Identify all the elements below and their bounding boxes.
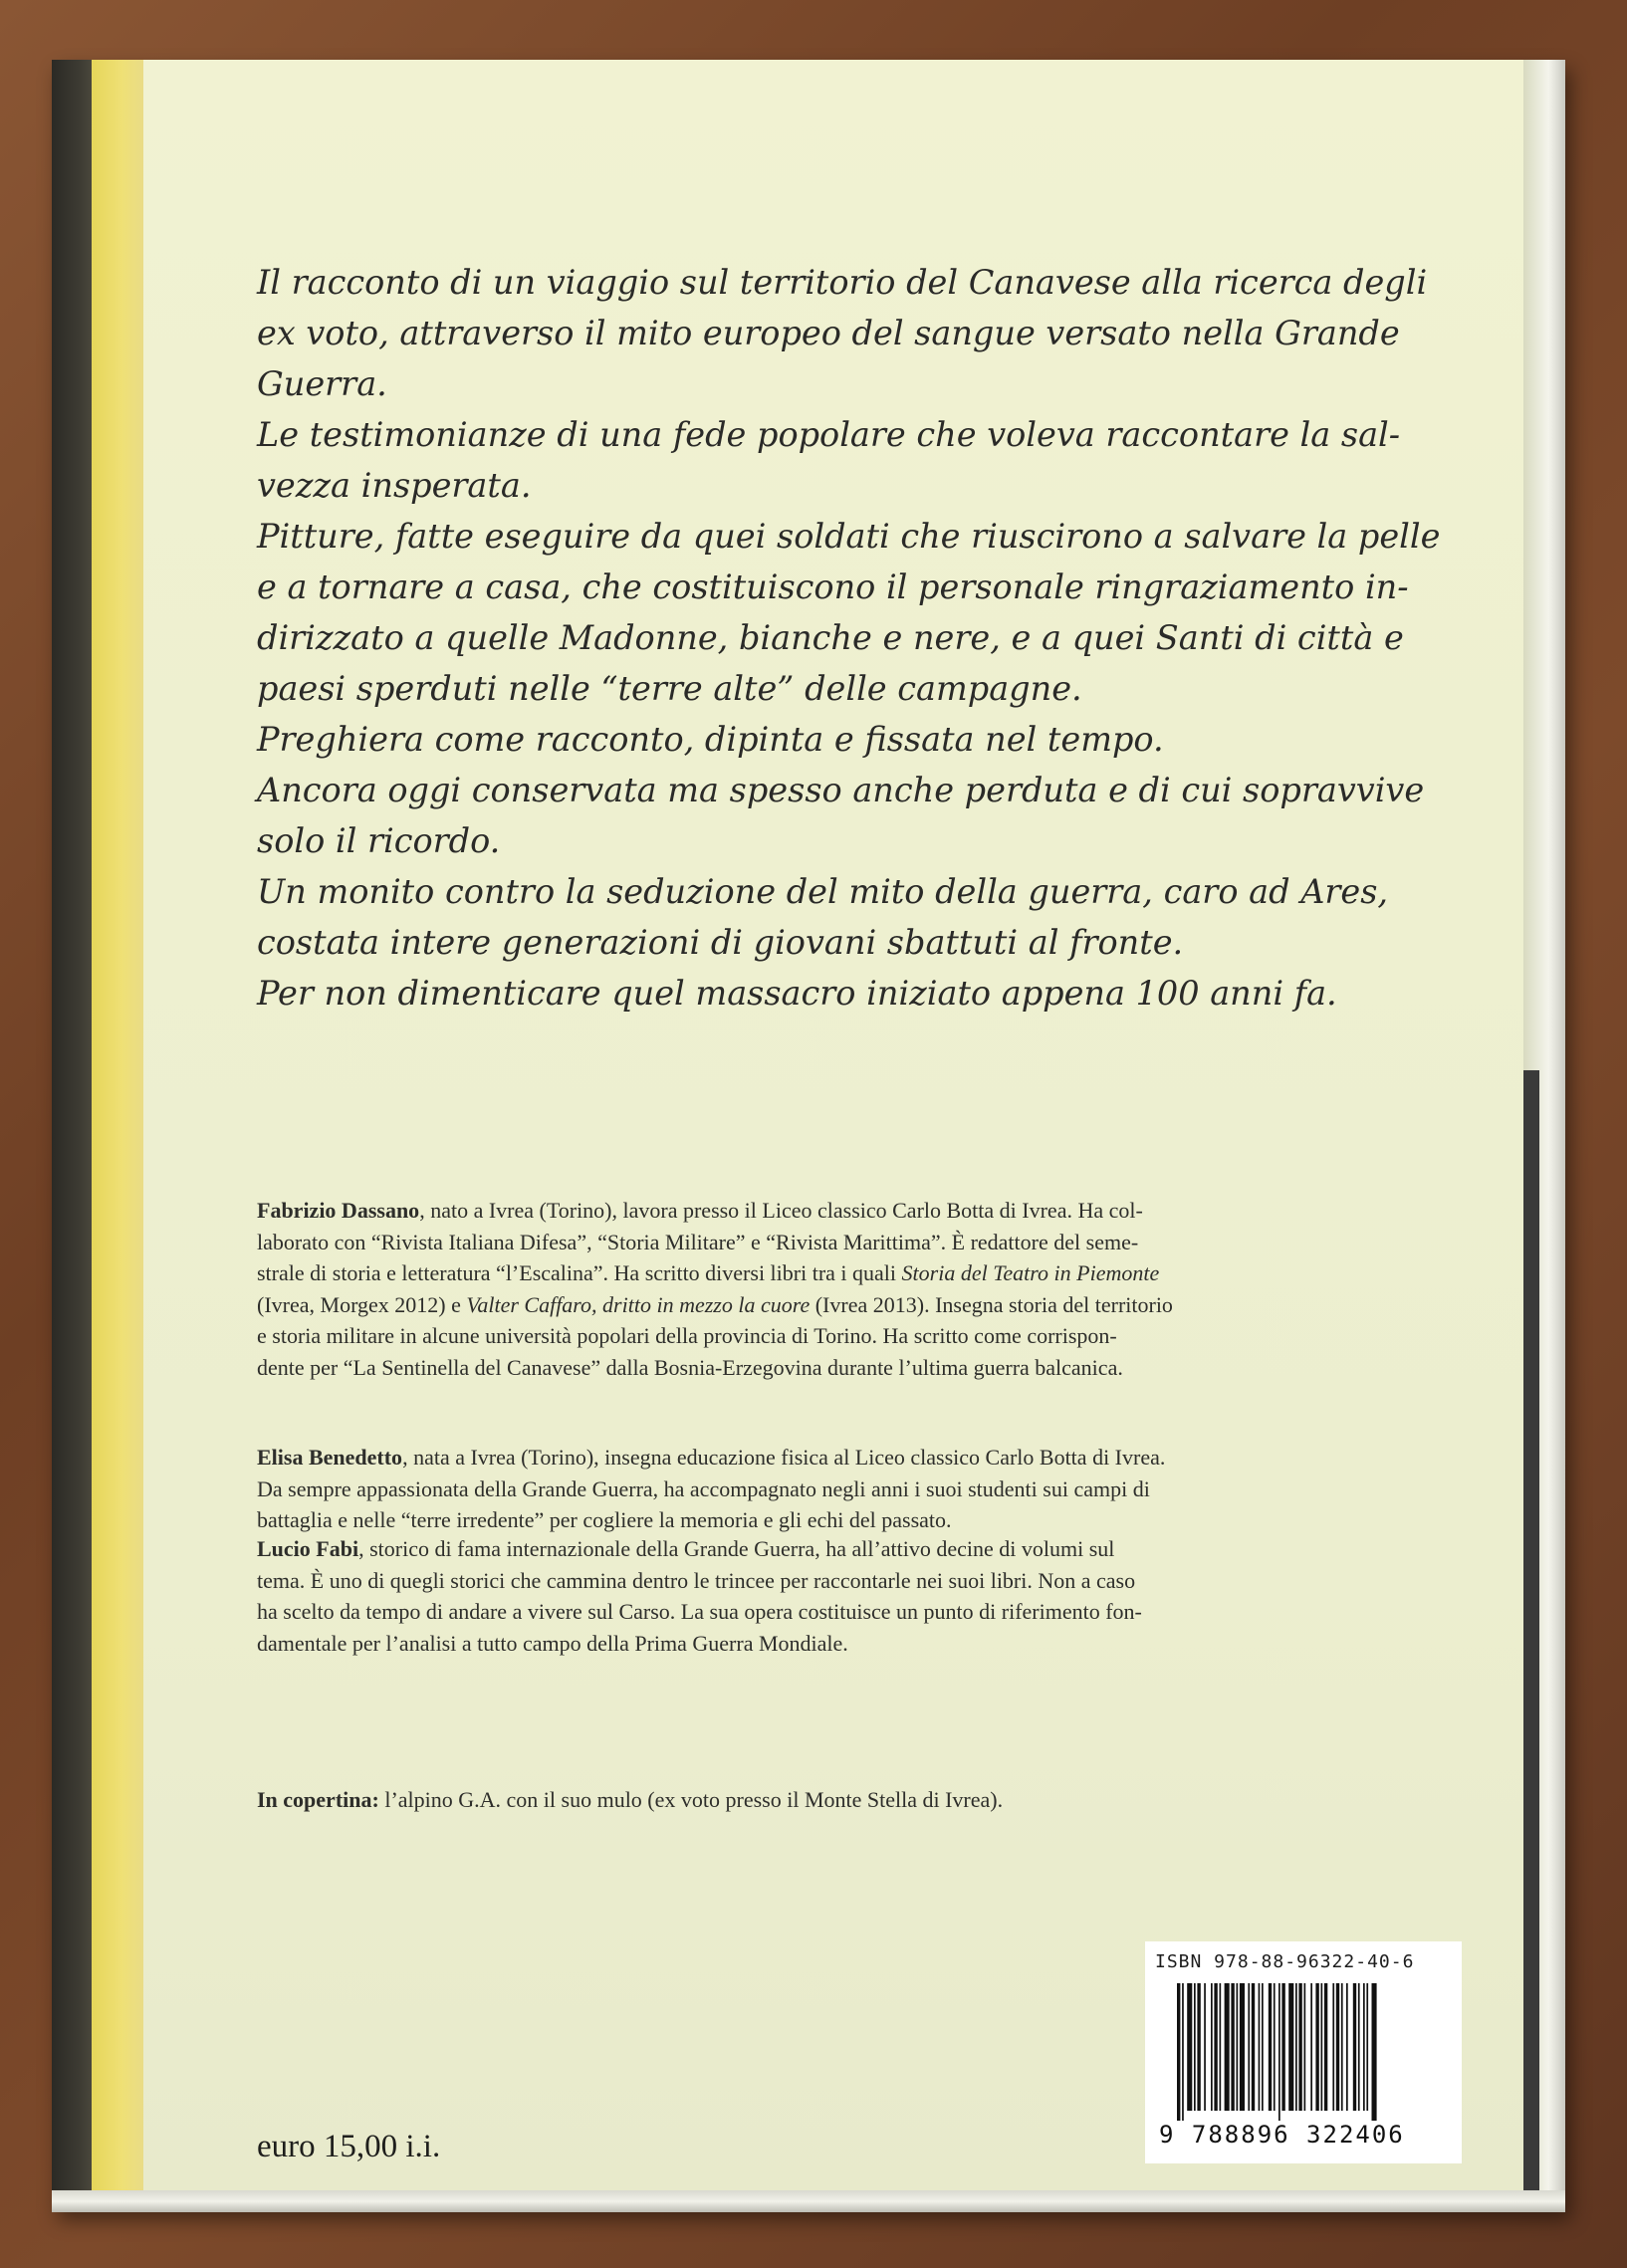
barcode-bar	[1278, 1983, 1280, 2121]
barcode-bar	[1240, 1983, 1245, 2111]
barcode-bar	[1204, 1983, 1206, 2111]
barcode-bar	[1358, 1983, 1360, 2111]
pages-bottom-edge	[52, 2190, 1565, 2212]
bio-fabi: Lucio Fabi, storico di fama internazionale della Grande Guerra, ha all’attivo decine di volumi sul tema. È uno di quegli storici che cammina dentro le trincee per raccontarle nei suoi libri. Non a caso ha scelto da tempo di andare a vivere sul Carso. La sua opera costituisce un punto di riferimento fon- damentale per l’analisi a tutto campo della Prima Guerra Mondiale.	[257, 1536, 1142, 1656]
blurb-line: e a tornare a casa, che costituiscono il personale ringraziamento in-	[257, 567, 1409, 606]
barcode-bar	[1187, 1983, 1192, 2111]
barcode-bar	[1252, 1983, 1255, 2111]
barcode-bar	[1262, 1983, 1264, 2111]
barcode-bar	[1353, 1983, 1356, 2111]
barcode-bar	[1336, 1983, 1339, 2111]
barcode-bar	[1274, 1983, 1276, 2111]
cover-credit-label: In copertina:	[257, 1787, 379, 1812]
barcode-bar	[1363, 1983, 1365, 2111]
yellow-spine-band	[92, 60, 143, 2210]
barcode-bar	[1231, 1983, 1234, 2111]
barcode-bar	[1225, 1983, 1230, 2111]
cover-credit-text: l’alpino G.A. con il suo mulo (ex voto presso il Monte Stella di Ivrea).	[378, 1787, 1004, 1812]
barcode-bar	[1324, 1983, 1327, 2111]
barcode-bar	[1341, 1983, 1343, 2111]
isbn-barcode-box	[1145, 1941, 1462, 2163]
barcode-bar	[1298, 1983, 1301, 2111]
barcode-bar	[1304, 1983, 1306, 2111]
author-name: Fabrizio Dassano	[257, 1198, 420, 1223]
barcode-bar	[1372, 1983, 1377, 2121]
price: euro 15,00 i.i.	[257, 2129, 441, 2164]
barcode-bar	[1332, 1983, 1334, 2111]
book-title: Storia del Teatro in Piemonte	[901, 1260, 1160, 1286]
author-name: Elisa Benedetto	[257, 1445, 403, 1470]
barcode-bar	[1288, 1983, 1293, 2111]
blurb-line: costata intere generazioni di giovani sbattuti al fronte.	[257, 923, 1184, 962]
blurb-line: solo il ricordo.	[257, 821, 501, 860]
blurb-line: Preghiera come racconto, dipinta e fissata nel tempo.	[257, 720, 1164, 759]
barcode-bar	[1211, 1983, 1213, 2111]
barcode-bar	[1248, 1983, 1250, 2111]
blurb-line: Un monito contro la seduzione del mito della guerra, caro ad Ares,	[257, 872, 1389, 911]
barcode-bar	[1182, 1983, 1184, 2121]
barcode-bar	[1315, 1983, 1318, 2111]
book-title: Valter Caffaro, dritto in mezzo la cuore	[466, 1291, 811, 1317]
barcode-bar	[1281, 1983, 1284, 2111]
barcode-bar	[1220, 1983, 1222, 2111]
isbn-label: ISBN 978-88-96322-40-6	[1155, 1951, 1415, 1972]
barcode-bar	[1346, 1983, 1348, 2111]
spine-hinge	[52, 60, 92, 2210]
blurb-line: ex voto, attraverso il mito europeo del sangue versato nella Grande	[257, 314, 1400, 352]
barcode-bar	[1237, 1983, 1239, 2111]
barcode-bar	[1269, 1983, 1272, 2111]
blurb-line: Ancora oggi conservata ma spesso anche perduta e di cui sopravvive	[257, 771, 1425, 809]
barcode-bar	[1366, 1983, 1368, 2111]
barcode-digits: 9 788896 322406	[1159, 2121, 1405, 2149]
barcode-bar	[1194, 1983, 1196, 2111]
barcode-bar	[1310, 1983, 1312, 2111]
barcode-bar	[1214, 1983, 1217, 2111]
barcode-bar	[1321, 1983, 1323, 2111]
bio-benedetto: Elisa Benedetto, nata a Ivrea (Torino), insegna educazione fisica al Liceo classico Carlo Botta di Ivrea. Da sempre appassionata della Grande Guerra, ha accompagnato negli anni i suoi studenti sui campi di battaglia e nelle “terre irredente” per cogliere la memoria e gli echi del passato.	[257, 1445, 1166, 1533]
blurb-text	[257, 257, 1452, 1019]
cover-credit	[257, 1787, 1003, 1813]
barcode	[1177, 1983, 1442, 2121]
blurb-line: vezza insperata.	[257, 466, 532, 505]
cover-edge-shadow	[1523, 1070, 1539, 2210]
bio-dassano: Fabrizio Dassano, nato a Ivrea (Torino), lavora presso il Liceo classico Carlo Botta di Ivrea. Ha col- laborato con “Rivista Italiana Difesa”, “Storia Militare” e “Rivista Marittima”. È redattore del seme- strale di storia e letteratura “l’Escalina”. Ha scritto diversi libri tra i quali Storia del Teatro in Piemonte (Ivrea, Morgex 2012) e Valter Caffaro, dritto in mezzo la cuore (Ivrea 2013). Insegna storia del territorio e storia militare in alcune università popolari della provincia di Torino. Ha scritto come corrispon- dente per “La Sentinella del Canavese” dalla Bosnia-Erzegovina durante l’ultima guerra balcanica.	[257, 1198, 1173, 1380]
barcode-bar	[1197, 1983, 1200, 2111]
blurb-line: Pitture, fatte eseguire da quei soldati che riuscirono a salvare la pelle	[257, 517, 1441, 556]
blurb-line: Guerra.	[257, 364, 387, 403]
blurb-line: dirizzato a quelle Madonne, bianche e nere, e a quei Santi di città e	[257, 618, 1404, 657]
blurb-line: Il racconto di un viaggio sul territorio del Canavese alla ricerca degli	[257, 263, 1428, 302]
barcode-bar	[1259, 1983, 1261, 2111]
blurb-line: Le testimonianze di una fede popolare che voleva raccontare la sal-	[257, 415, 1401, 454]
barcode-bar	[1295, 1983, 1297, 2111]
blurb-line: Per non dimenticare quel massacro iniziato appena 100 anni fa.	[257, 974, 1337, 1013]
author-name: Lucio Fabi	[257, 1536, 359, 1561]
blurb-line: paesi sperduti nelle “terre alte” delle campagne.	[257, 669, 1082, 708]
barcode-bar	[1177, 1983, 1180, 2121]
